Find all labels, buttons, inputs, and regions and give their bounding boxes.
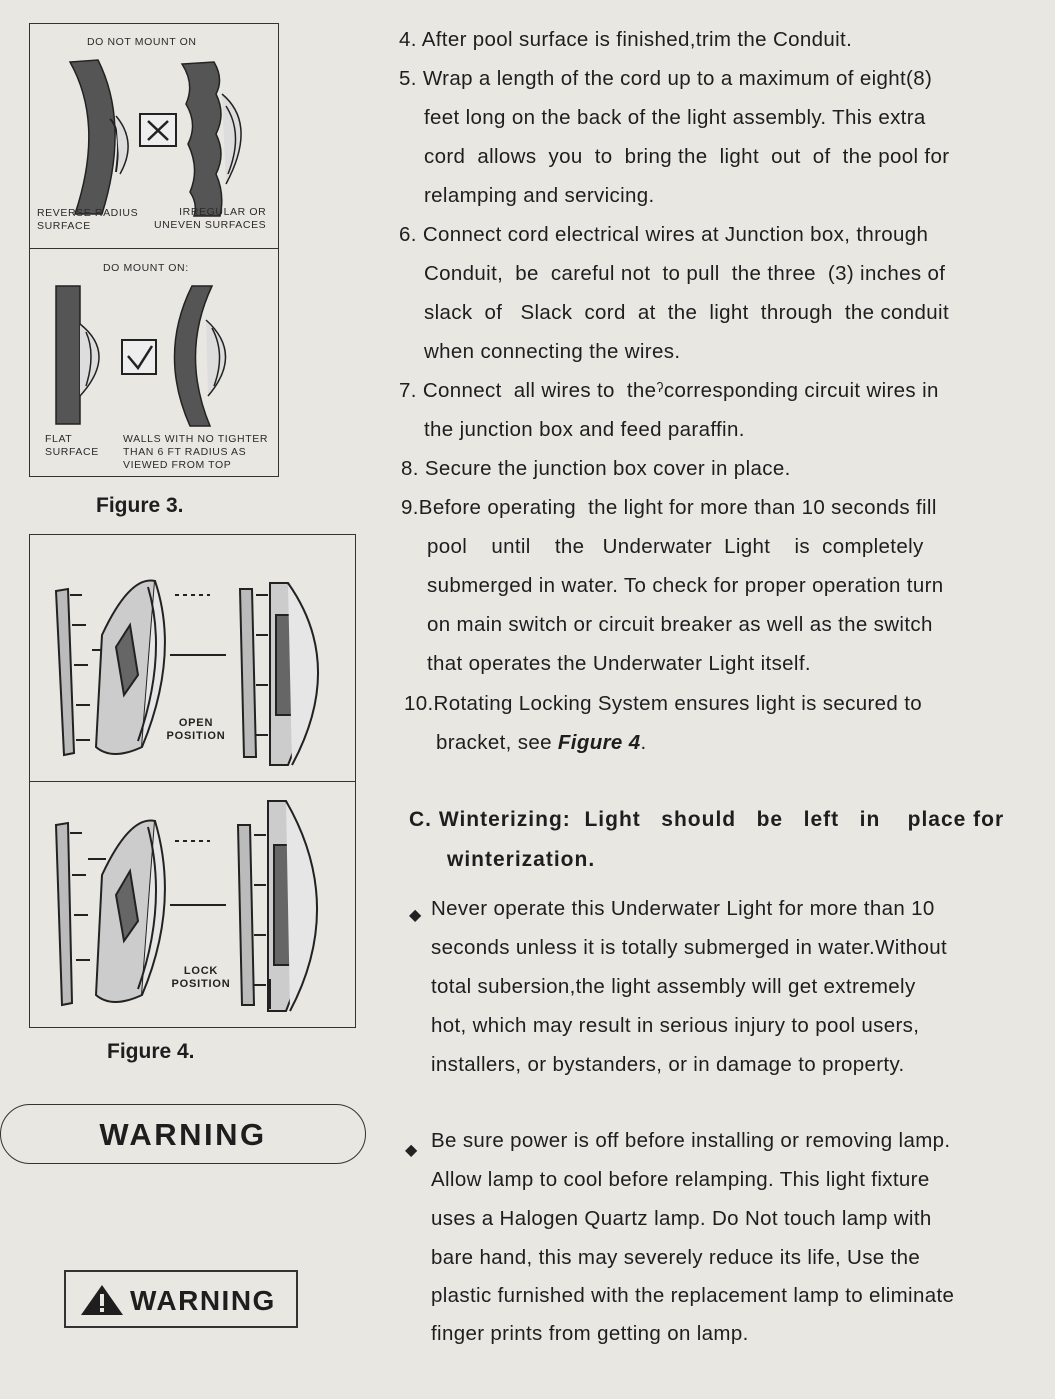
step-9-line-1: 9.Before operating the light for more than 10 seconds fill — [401, 496, 937, 519]
step-6-line-3: slack of Slack cord at the light through the conduit — [424, 301, 950, 324]
bullet-2-line-3: uses a Halogen Quartz lamp. Do Not touch lamp with — [431, 1207, 932, 1230]
step-7-line-1: 7. Connect all wires to theˀcorresponding circuit wires in — [399, 379, 939, 402]
figure-4-divider — [30, 781, 355, 782]
step-7-line-2: the junction box and feed paraffin. — [424, 418, 745, 441]
bullet-2-line-4: bare hand, this may severely reduce its life, Use the — [431, 1246, 921, 1269]
bullet-2-line-2: Allow lamp to cool before relamping. This light fixture — [431, 1168, 930, 1191]
bullet-diamond-icon: ◆ — [409, 907, 422, 924]
bullet-diamond-icon: ◆ — [405, 1142, 418, 1159]
step-10-line-1: 10.Rotating Locking System ensures light is secured to — [404, 692, 922, 715]
bullet-2-line-5: plastic furnished with the replacement lamp to eliminate — [431, 1284, 955, 1307]
warning-banner-text: WARNING — [99, 1117, 267, 1152]
step-10-period: . — [640, 731, 647, 754]
lock-position-label: LOCK POSITION — [171, 965, 231, 990]
bullet-1-line-5: installers, or bystanders, or in damage to property. — [431, 1053, 905, 1076]
do-not-mount-label: DO NOT MOUNT ON — [87, 36, 197, 48]
step-9-line-5: that operates the Underwater Light itself. — [427, 652, 811, 675]
winterizing-heading-cont: winterization. — [447, 848, 596, 871]
step-5-line-3: cord allows you to bring the light out of the pool for — [424, 145, 950, 168]
winterizing-heading: C. Winterizing: Light should be left in place for — [409, 808, 1005, 831]
bullet-2-line-6: finger prints from getting on lamp. — [431, 1322, 749, 1345]
step-6-line-4: when connecting the wires. — [424, 340, 681, 363]
bullet-1-line-3: total subersion,the light assembly will get extremely — [431, 975, 916, 998]
figure-3-caption: Figure 3. — [96, 494, 184, 517]
bullet-1-line-1: Never operate this Underwater Light for more than 10 — [431, 897, 935, 920]
step-5-line-1: 5. Wrap a length of the cord up to a maximum of eight(8) — [399, 67, 933, 90]
step-5-line-2: feet long on the back of the light assembly. This extra — [424, 106, 926, 129]
irregular-label: IRREGULAR OR UNEVEN SURFACES — [154, 206, 267, 231]
walls-label: WALLS WITH NO TIGHTER THAN 6 FT RADIUS AS VIEWED FROM TOP — [123, 433, 269, 471]
step-6-line-1: 6. Connect cord electrical wires at Junction box, through — [399, 223, 929, 246]
step-6-line-2: Conduit, be careful not to pull the three (3) inches of — [424, 262, 946, 285]
mounting-diagram — [30, 24, 280, 478]
figure-4-reference: Figure 4 — [557, 731, 641, 754]
step-9-line-4: on main switch or circuit breaker as well as the switch — [427, 613, 933, 636]
figure-3 — [29, 23, 279, 477]
step-4: 4. After pool surface is finished,trim the Conduit. — [399, 28, 853, 51]
figure-3-divider — [30, 248, 278, 249]
step-9-line-3: submerged in water. To check for proper operation turn — [427, 574, 944, 597]
step-8: 8. Secure the junction box cover in place. — [401, 457, 791, 480]
bullet-1-line-2: seconds unless it is totally submerged in water.Without — [431, 936, 948, 959]
do-mount-label: DO MOUNT ON: — [103, 262, 189, 274]
bullet-2-line-1: Be sure power is off before installing or removing lamp. — [431, 1129, 951, 1152]
figure-4 — [29, 534, 356, 1028]
figure-4-caption: Figure 4. — [107, 1040, 195, 1063]
step-10-line-2 — [436, 731, 647, 755]
reverse-radius-label: REVERSE RADIUS SURFACE — [37, 207, 139, 232]
step-5-line-4: relamping and servicing. — [424, 184, 655, 207]
open-position-label: OPEN POSITION — [166, 717, 226, 742]
flat-surface-label: FLAT SURFACE — [45, 433, 99, 458]
locking-diagram — [30, 535, 357, 1029]
step-9-line-2: pool until the Underwater Light is completely — [427, 535, 924, 558]
warning-banner — [0, 1104, 366, 1164]
warning-triangle-icon — [80, 1284, 124, 1316]
warning-box — [64, 1270, 298, 1328]
warning-box-text: WARNING — [130, 1285, 276, 1316]
step-10-text: bracket, see — [436, 731, 558, 754]
bullet-1-line-4: hot, which may result in serious injury to pool users, — [431, 1014, 920, 1037]
